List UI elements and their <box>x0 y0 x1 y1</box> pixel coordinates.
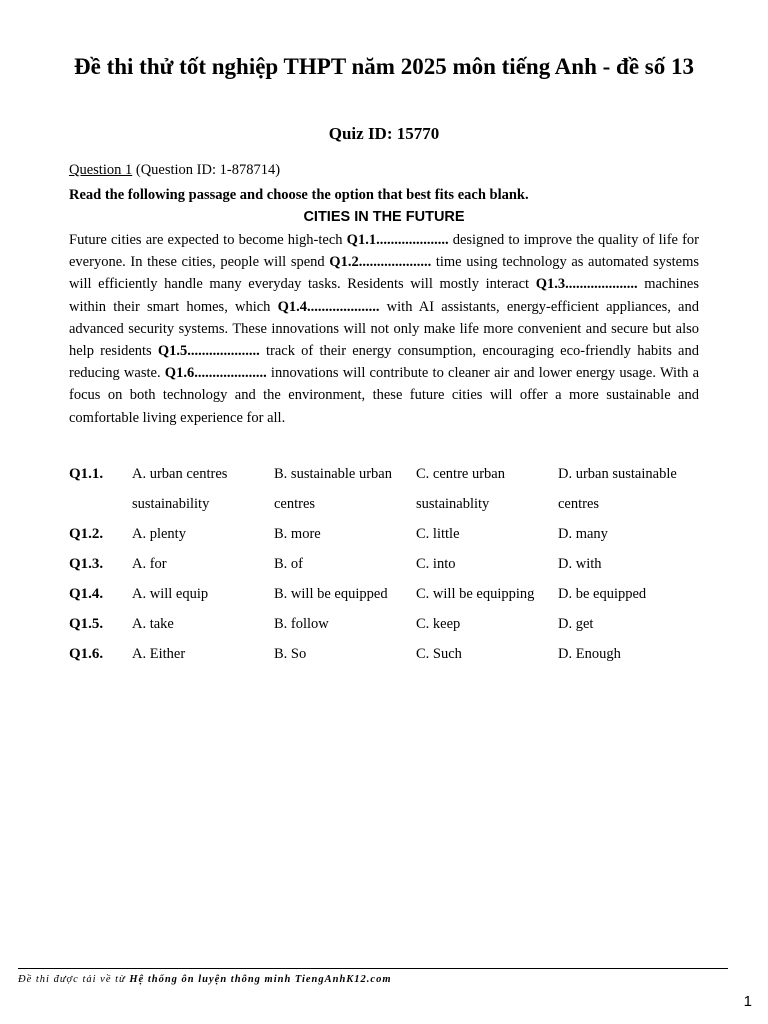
option-choice: A. for <box>132 556 167 572</box>
footer <box>18 974 392 985</box>
question-instruction: Read the following passage and choose the option that best fits each blank. <box>69 187 529 203</box>
option-question-number: Q1.4. <box>69 586 104 602</box>
option-choice: A. urban centres sustainability <box>132 466 228 512</box>
options-table <box>69 459 709 669</box>
question-header <box>69 162 280 179</box>
passage-segment: time using technology as automated systems will efficiently handle many everyday tasks. Residents will mostly interact <box>69 254 699 293</box>
option-choice: D. be equipped <box>558 586 647 602</box>
option-choice: A. will equip <box>132 586 209 602</box>
passage-blank: Q1.2.................... <box>329 254 432 271</box>
passage-segment: Future cities are expected to become high-tech <box>69 232 347 248</box>
option-choice: C. into <box>416 556 456 572</box>
option-choice: C. will be equipping <box>416 586 535 602</box>
option-choice: C. keep <box>416 616 461 632</box>
page-number: 1 <box>743 993 752 1010</box>
footer-brand: Hệ thống ôn luyện thông minh TiengAnhK12.com <box>129 974 392 985</box>
option-choice: D. many <box>558 526 608 542</box>
option-question-number: Q1.5. <box>69 616 104 632</box>
option-question-number: Q1.2. <box>69 526 104 542</box>
passage-segment: designed to improve the quality of life for everyone. In these cities, people will spend <box>69 232 699 271</box>
passage-blank: Q1.4.................... <box>277 298 380 315</box>
option-choice: A. take <box>132 616 174 632</box>
option-choice: C. little <box>416 526 460 542</box>
passage-title: CITIES IN THE FUTURE <box>303 209 465 225</box>
option-choice: A. Either <box>132 646 186 662</box>
question-id: (Question ID: 1-878714) <box>132 162 281 178</box>
option-row <box>69 519 709 549</box>
footer-divider <box>18 968 728 969</box>
passage-segment: innovations will contribute to cleaner air and lower energy usage. With a focus on both technology and the environment, these future cities will offer a more sustainable and comfortable living experience for all. <box>69 365 700 426</box>
passage-blank: Q1.1.................... <box>346 232 449 248</box>
option-row <box>69 639 709 669</box>
option-choice: C. centre urban sustainablity <box>416 466 505 512</box>
document-title: Đề thi thử tốt nghiệp THPT năm 2025 môn tiếng Anh - đề số 13 <box>74 54 694 79</box>
option-choice: D. Enough <box>558 646 621 662</box>
passage-blank: Q1.3.................... <box>535 276 638 293</box>
option-choice: B. sustainable urban centres <box>274 466 392 512</box>
passage-blank: Q1.6.................... <box>164 365 267 382</box>
passage-segment: with AI assistants, energy-efficient appliances, and advanced security systems. These innovations will not only make life more convenient and secure but also help residents <box>69 298 699 360</box>
option-choice: C. Such <box>416 646 462 662</box>
passage-text <box>69 229 699 429</box>
option-choice: D. urban sustainable centres <box>558 466 677 512</box>
option-choice: B. So <box>274 646 307 662</box>
question-label: Question 1 <box>69 162 133 178</box>
option-choice: D. with <box>558 556 602 572</box>
option-question-number: Q1.1. <box>69 466 104 482</box>
option-choice: B. follow <box>274 616 329 632</box>
option-choice: B. of <box>274 556 303 572</box>
option-question-number: Q1.6. <box>69 646 104 662</box>
option-row <box>69 549 709 579</box>
option-choice: D. get <box>558 616 594 632</box>
option-row <box>69 579 709 609</box>
option-question-number: Q1.3. <box>69 556 104 572</box>
quiz-id: Quiz ID: 15770 <box>328 124 440 143</box>
option-row <box>69 459 709 519</box>
option-choice: A. plenty <box>132 526 186 542</box>
passage-blank: Q1.5.................... <box>157 343 260 360</box>
passage-segment: machines within their smart homes, which <box>69 276 699 315</box>
footer-prefix: Đề thi được tải về từ <box>18 974 130 985</box>
option-choice: B. will be equipped <box>274 586 388 602</box>
passage-segment: track of their energy consumption, encouraging eco-friendly habits and reducing waste. <box>69 343 699 382</box>
option-choice: B. more <box>274 526 321 542</box>
option-row <box>69 609 709 639</box>
